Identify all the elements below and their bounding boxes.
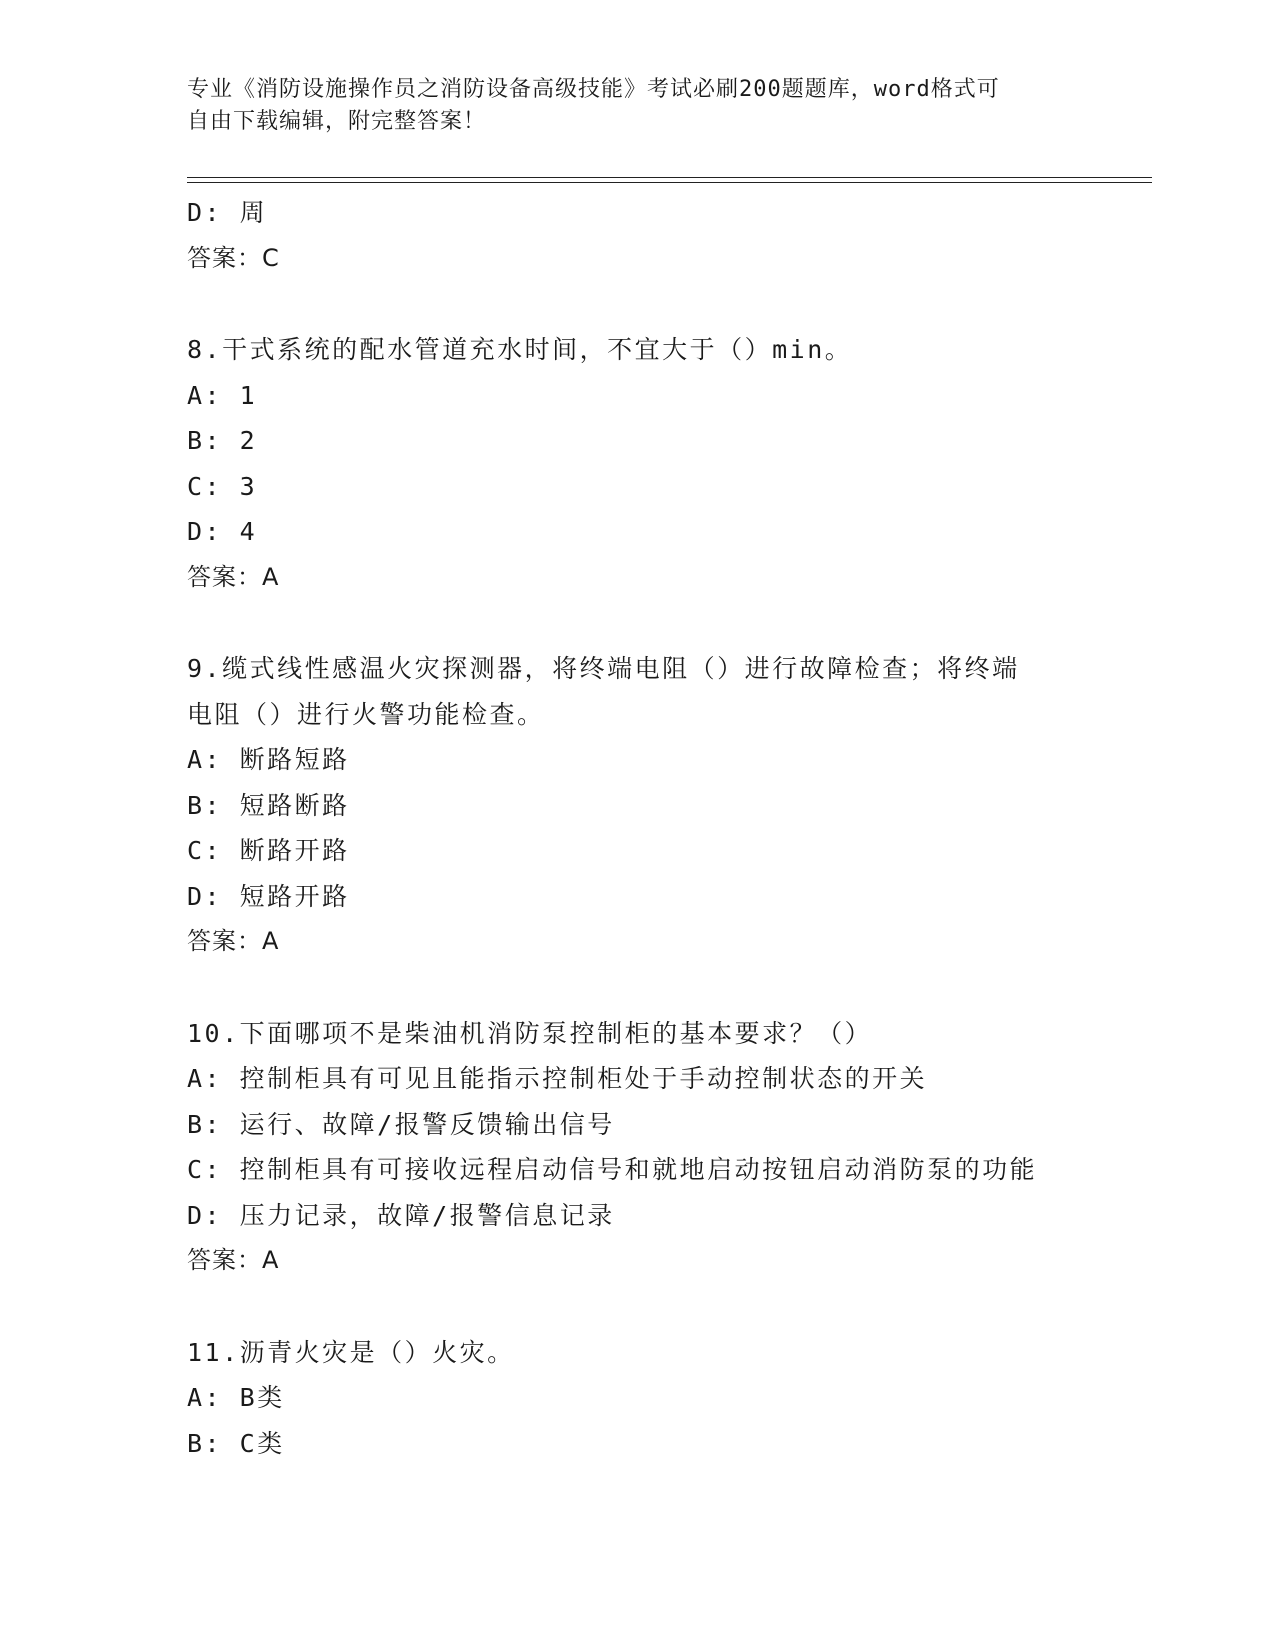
question-text-line2: 电阻（）进行火警功能检查。	[187, 699, 545, 729]
spacer	[187, 281, 1107, 327]
header-title-line2: 自由下载编辑，附完整答案！	[187, 109, 487, 134]
question-block-prev	[187, 190, 1107, 281]
question-block-11	[187, 1330, 1107, 1467]
option-b: B: 短路断路	[187, 790, 350, 820]
question-block-8	[187, 327, 1107, 600]
question-text: 8.干式系统的配水管道充水时间，不宜大于（）min。	[187, 335, 853, 364]
option-d: D: 短路开路	[187, 881, 350, 911]
option-c: C: 控制柜具有可接收远程启动信号和就地启动按钮启动消防泵的功能	[187, 1155, 1038, 1184]
option-d: D: 4	[187, 517, 258, 546]
question-block-9	[187, 646, 1107, 965]
option-b: B: 运行、故障/报警反馈输出信号	[187, 1109, 615, 1139]
option-a: A: 1	[187, 380, 258, 410]
page-header	[187, 74, 1067, 138]
option-b: B: C类	[187, 1428, 285, 1458]
header-title-line1: 专业《消防设施操作员之消防设备高级技能》考试必刷200题题库，word格式可	[187, 77, 1000, 102]
header-divider-bottom	[187, 182, 1152, 183]
question-block-10	[187, 1011, 1107, 1284]
spacer	[187, 965, 1107, 1011]
answer-line: 答案：A	[187, 562, 280, 591]
answer-line: 答案：A	[187, 1246, 280, 1274]
option-c: C: 断路开路	[187, 836, 350, 865]
question-text: 11.沥青火灾是（）火灾。	[187, 1337, 515, 1367]
answer-line: 答案：A	[187, 927, 280, 955]
header-divider-top	[187, 177, 1152, 178]
option-a: A: 断路短路	[187, 745, 350, 774]
option-b: B: 2	[187, 426, 258, 455]
option-c: C: 3	[187, 471, 258, 501]
option-d: D: 周	[187, 198, 268, 227]
spacer	[187, 1284, 1107, 1330]
answer-line: 答案：C	[187, 243, 280, 272]
option-a: A: B类	[187, 1383, 285, 1412]
option-a: A: 控制柜具有可见且能指示控制柜处于手动控制状态的开关	[187, 1064, 928, 1093]
question-text: 10.下面哪项不是柴油机消防泵控制柜的基本要求？（）	[187, 1018, 873, 1048]
option-d: D: 压力记录，故障/报警信息记录	[187, 1200, 615, 1230]
question-list	[187, 190, 1107, 1466]
spacer	[187, 600, 1107, 646]
question-text-line1: 9.缆式线性感温火灾探测器，将终端电阻（）进行故障检查；将终端	[187, 654, 1020, 683]
